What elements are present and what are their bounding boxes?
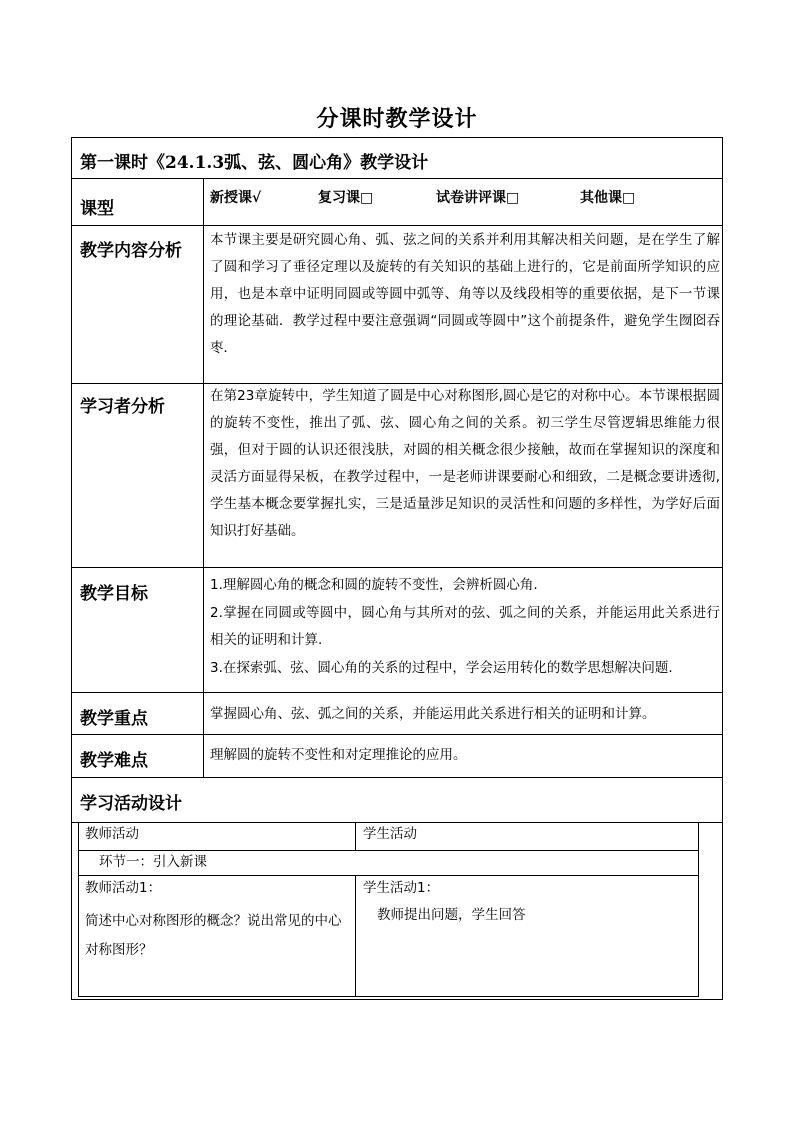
- column-divider: [355, 823, 356, 850]
- course-type-other: 其他课□: [580, 190, 636, 206]
- label-difficulties: 教学难点: [80, 751, 148, 771]
- course-type-new: 新授课√: [210, 190, 262, 206]
- activity-table: [78, 822, 699, 997]
- student-activity-text: 教师提出问题，学生回答: [377, 907, 526, 923]
- teacher-activity-label: 教师活动1：: [85, 880, 162, 896]
- content-analysis-text: 本节课主要是研究圆心角、弧、弦之间的关系并利用其解决相关问题，是在学生了解了圆和学习了垂径定理以及旋转的有关知识的基础上进行的，它是前面所学知识的应用，也是本章中证明同圆或等圆中弧等、角等以及线段相等的重要依据，是下一节课的理论基础．教学过程中要注意强调“同圆或等圆中”这个前提条件，避免学生囫囵吞枣．: [210, 232, 720, 356]
- page-title: 分课时教学设计: [316, 106, 478, 132]
- course-type-exam-review: 试卷讲评课□: [436, 190, 520, 206]
- objective-item: 3.在探索弧、弦、圆心角的关系的过程中，学会运用转化的数学思想解决问题.: [210, 660, 673, 676]
- objective-item: 1.理解圆心角的概念和圆的旋转不变性，会辨析圆心角.: [210, 577, 538, 593]
- label-content-analysis: 教学内容分析: [80, 241, 182, 261]
- lesson-title: 第一课时《24.1.3弧、弦、圆心角》教学设计: [80, 153, 429, 173]
- label-objectives: 教学目标: [80, 584, 148, 604]
- label-key-points: 教学重点: [80, 709, 148, 729]
- header-teacher-activity: 教师活动: [85, 826, 139, 842]
- row-divider: [72, 178, 722, 179]
- header-student-activity: 学生活动: [363, 826, 417, 842]
- row-divider: [72, 567, 722, 568]
- course-type-review: 复习课□: [318, 190, 374, 206]
- objective-item: 2.掌握在同圆或等圆中，圆心角与其所对的弦、弧之间的关系，并能运用此关系进行相关的证明和计算.: [210, 605, 720, 648]
- row-divider: [72, 225, 722, 226]
- column-divider: [355, 875, 356, 996]
- row-divider: [72, 692, 722, 693]
- learner-analysis-text: 在第23章旋转中，学生知道了圆是中心对称图形,圆心是它的对称中心。本节课根据圆的旋转不变性，推出了弧、弦、圆心角之间的关系。初三学生尽管逻辑思维能力很强，但对于圆的认识还很浅肤，对圆的相关概念很少接触，故而在掌握知识的深度和灵活方面显得呆板，在教学过程中，一是老师讲课要耐心和细致，二是概念要讲透彻,学生基本概念要掌握扎实，三是适量涉足知识的灵活性和问题的多样性，为学好后面知识打好基础。: [210, 388, 720, 539]
- row-divider: [72, 734, 722, 735]
- column-divider: [203, 178, 204, 777]
- section-label: 环节一：引入新课: [99, 854, 207, 870]
- row-divider: [72, 777, 722, 778]
- label-learner-analysis: 学习者分析: [80, 397, 165, 417]
- objectives-list: [210, 571, 720, 683]
- key-points-text: 掌握圆心角、弦、弧之间的关系，并能运用此关系进行相关的证明和计算。: [210, 706, 656, 722]
- teacher-activity-text: 简述中心对称图形的概念？说出常见的中心对称图形？: [85, 913, 342, 958]
- student-activity-label: 学生活动1：: [363, 880, 440, 896]
- label-activity-design: 学习活动设计: [80, 794, 182, 814]
- label-course-type: 课型: [80, 199, 114, 219]
- difficulties-text: 理解圆的旋转不变性和对定理推论的应用。: [210, 747, 467, 763]
